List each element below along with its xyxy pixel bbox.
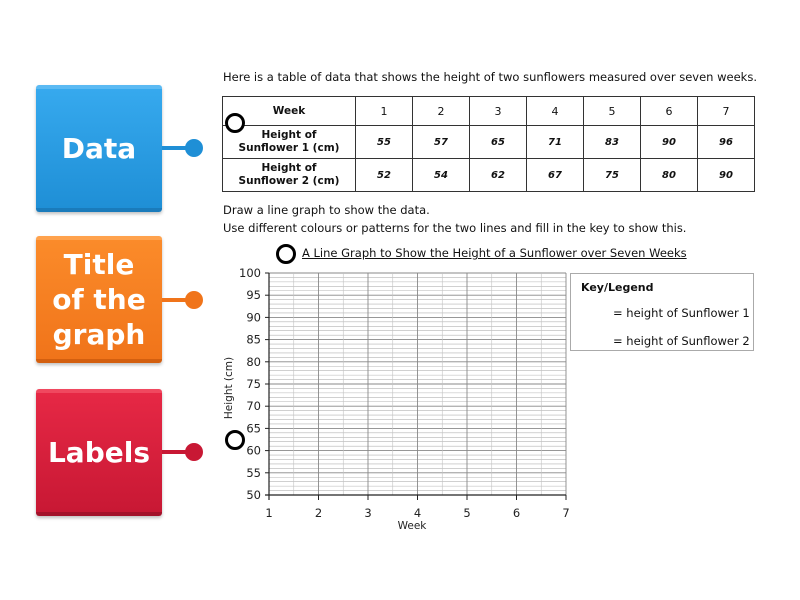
value-cell: 90 [698,159,755,192]
value-cell: 90 [641,126,698,159]
y-tick-label: 100 [239,266,261,280]
week-cell: 5 [584,97,641,126]
instruction-line-1: Draw a line graph to show the data. [223,203,430,217]
week-cell: 6 [641,97,698,126]
value-cell: 52 [356,159,413,192]
y-tick-label: 65 [246,421,261,436]
week-header: Week [223,97,356,126]
sunflower-1-header: Height of Sunflower 1 (cm) [223,126,356,159]
x-tick-label: 3 [364,506,372,520]
legend-title: Key/Legend [581,281,654,294]
y-tick-label: 90 [246,310,261,325]
value-cell: 67 [527,159,584,192]
legend-item-sunflower-2: = height of Sunflower 2 [613,334,750,348]
title-card-text: Title of the graph [52,248,146,351]
value-cell: 71 [527,126,584,159]
value-cell: 80 [641,159,698,192]
value-cell: 57 [413,126,470,159]
chart-grid [269,273,566,495]
labels-drop-target[interactable] [225,430,245,450]
graph-title: A Line Graph to Show the Height of a Sunflower over Seven Weeks [302,246,687,260]
labels-card-text: Labels [47,436,151,469]
y-axis-label: Height (cm) [223,356,235,420]
value-cell: 96 [698,126,755,159]
value-cell: 54 [413,159,470,192]
intro-text: Here is a table of data that shows the height of two sunflowers measured over seven weeks. [223,70,757,84]
x-tick-label: 5 [463,506,471,520]
y-tick-label: 70 [246,399,261,414]
week-cell: 4 [527,97,584,126]
title-drop-target[interactable] [276,244,296,264]
x-axis-label: Week [397,520,427,532]
value-cell: 65 [470,126,527,159]
y-tick-label: 75 [246,377,261,391]
x-tick-label: 4 [413,506,422,520]
y-tick-label: 80 [246,354,261,369]
instruction-line-2: Use different colours or patterns for the two lines and fill in the key to show this. [223,221,687,235]
y-tick-label: 95 [246,288,261,303]
value-cell: 55 [356,126,413,159]
week-cell: 2 [413,97,470,126]
x-tick-label: 7 [562,506,570,520]
value-cell: 62 [470,159,527,192]
data-drop-target[interactable] [225,113,245,133]
sunflower-2-header: Height of Sunflower 2 (cm) [223,159,356,192]
y-tick-label: 85 [246,332,261,347]
y-tick-label: 55 [246,465,261,480]
value-cell: 75 [584,159,641,192]
week-cell: 3 [470,97,527,126]
x-tick-label: 2 [314,506,323,520]
x-tick-label: 6 [512,506,521,520]
x-tick-label: 1 [265,506,273,520]
chart-axes [265,273,566,500]
y-tick-label: 50 [246,488,261,502]
legend-item-sunflower-1: = height of Sunflower 1 [613,306,750,320]
data-card-text: Data [61,132,137,165]
value-cell: 83 [584,126,641,159]
y-tick-label: 60 [246,443,261,458]
week-cell: 7 [698,97,755,126]
week-cell: 1 [356,97,413,126]
